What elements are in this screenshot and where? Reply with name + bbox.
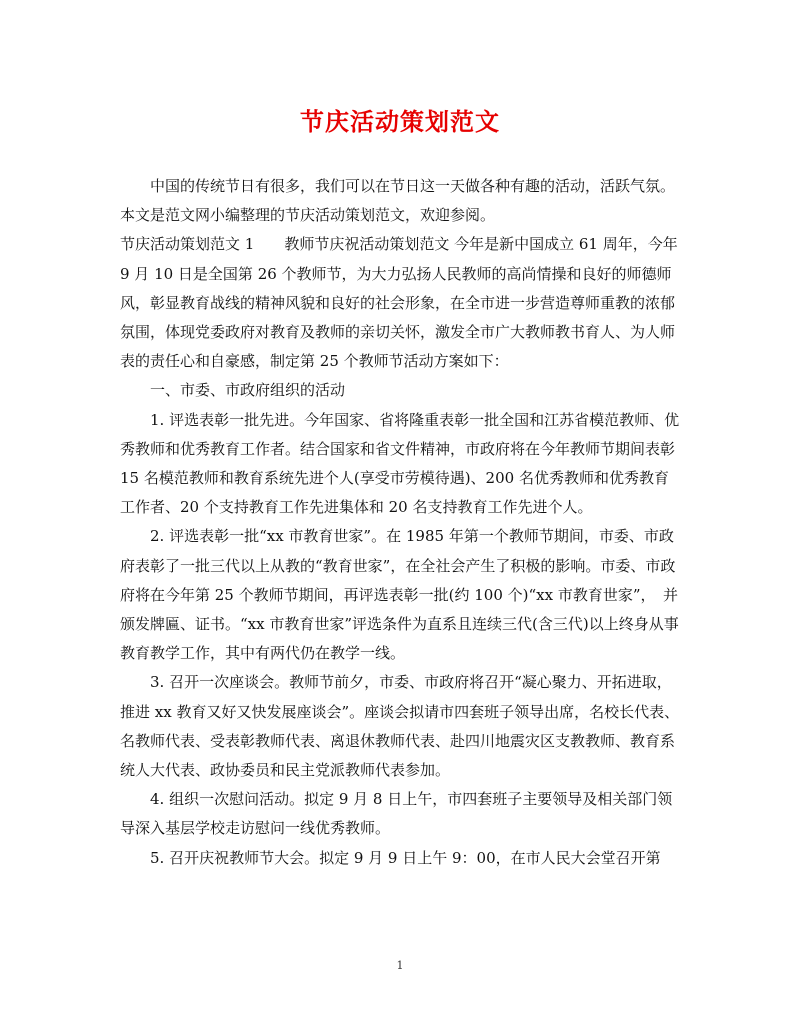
list-item-1: 1. 评选表彰一批先进。今年国家、省将隆重表彰一批全国和江苏省模范教师、优秀教师和优秀教育工作者。结合国家和省文件精神，市政府将在今年教师节期间表彰 15 名模范教师和教育系统先进个人(享受市劳模待遇)、200 名优秀教师和优秀教育工作者、20 个支持教育工作先进集体和 20 名支持教育工作先进个人。 bbox=[120, 410, 680, 517]
page-number: 1 bbox=[396, 959, 404, 972]
section-heading: 一、市委、市政府组织的活动 bbox=[150, 381, 346, 400]
list-item-3: 3. 召开一次座谈会。教师节前夕，市委、市政府将召开“凝心聚力、开拓进取，推进 xx 教育又好又快发展座谈会”。座谈会拟请市四套班子领导出席，名校长代表、名教师代表、受表彰教师代表、离退休教师代表、赴四川地震灾区支教教师、教育系统人大代表、政协委员和民主党派教师代表参加。 bbox=[120, 673, 680, 780]
document-body bbox=[120, 172, 680, 873]
intro-paragraph: 中国的传统节日有很多，我们可以在节日这一天做各种有趣的活动，活跃气氛。本文是范文网小编整理的节庆活动策划范文，欢迎参阅。 bbox=[120, 177, 676, 225]
section-paragraph: 节庆活动策划范文 1 教师节庆祝活动策划范文 今年是新中国成立 61 周年，今年 9 月 10 日是全国第 26 个教师节，为大力弘扬人民教师的高尚情操和良好的师德师风，彰显教育战线的精神风貌和良好的社会形象，在全市进一步营造尊师重教的浓郁氛围，体现党委政府对教育及教师的亲切关怀，激发全市广大教师教书育人、为人师表的责任心和自豪感，制定第 25 个教师节活动方案如下： bbox=[120, 235, 678, 371]
list-item-2: 2. 评选表彰一批“xx 市教育世家”。在 1985 年第一个教师节期间，市委、市政府表彰了一批三代以上从教的“教育世家”，在全社会产生了积极的影响。市委、市政府将在今年第 25 个教师节期间，再评选表彰一批(约 100 个)“xx 市教育世家”， 并颁发牌匾、证书。“xx 市教育世家”评选条件为直系且连续三代(含三代)以上终身从事教育教学工作，其中有两代仍在教学一线。 bbox=[120, 527, 679, 663]
list-item-4: 4. 组织一次慰问活动。拟定 9 月 8 日上午，市四套班子主要领导及相关部门领导深入基层学校走访慰问一线优秀教师。 bbox=[120, 790, 673, 838]
list-item-5: 5. 召开庆祝教师节大会。拟定 9 月 9 日上午 9：00，在市人民大会堂召开第 bbox=[150, 848, 661, 867]
document-title: 节庆活动策划范文 bbox=[300, 107, 500, 136]
